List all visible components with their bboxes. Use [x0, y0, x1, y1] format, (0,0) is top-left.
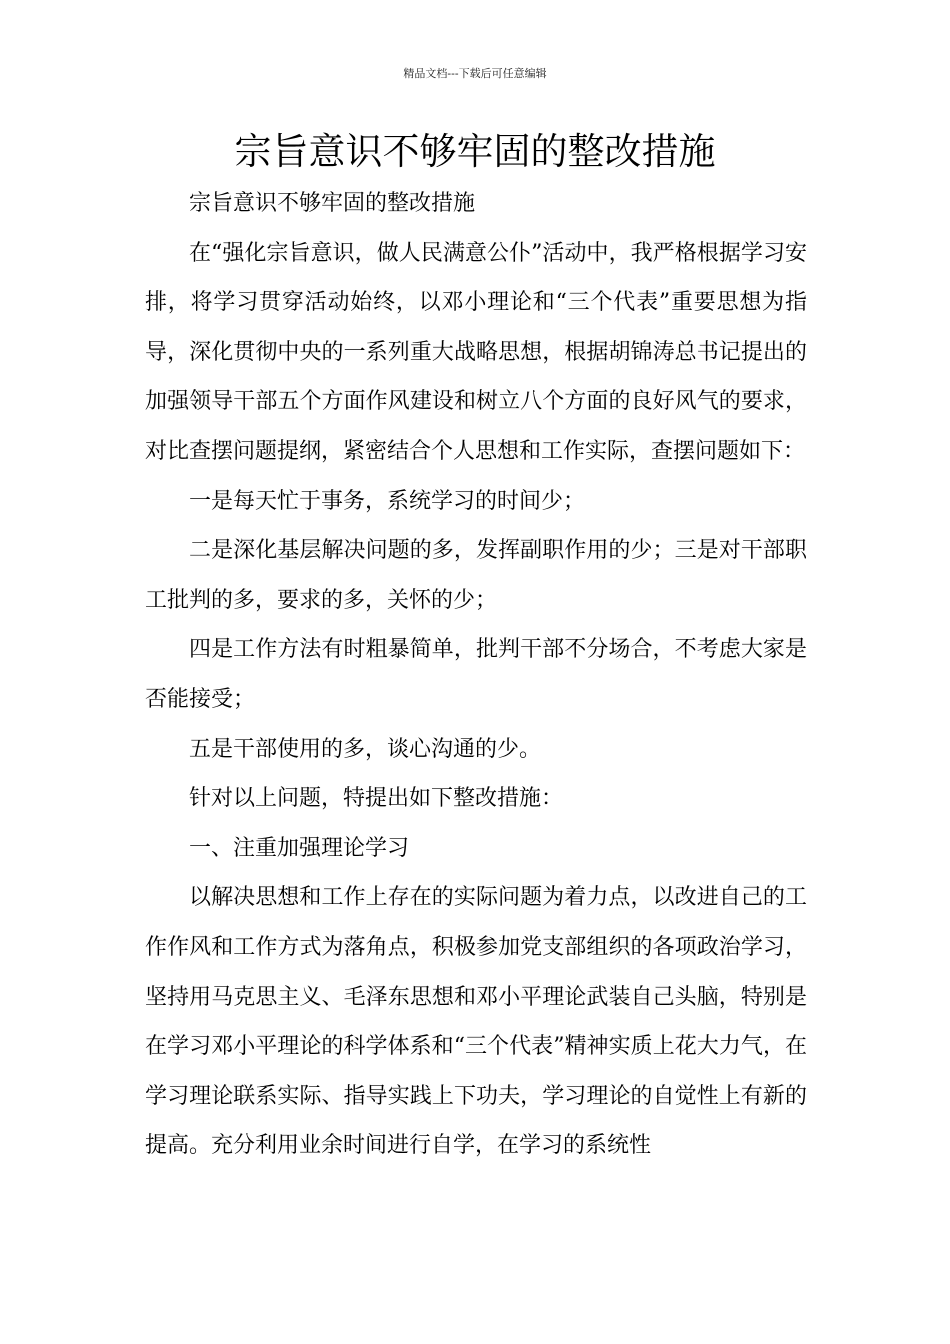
intro-paragraph: 在“强化宗旨意识，做人民满意公仆”活动中，我严格根据学习安排，将学习贯穿活动始终，以邓小理论和“三个代表”重要思想为指导，深化贯彻中央的一系列重大战略思想，根据胡锦涛总书记提出的加强领导干部五个方面作风建设和树立八个方面的良好风气的要求，对比查摆问题提纲，紧密结合个人思想和工作实际，查摆问题如下： [145, 240, 807, 464]
problem-item-4: 四是工作方法有时粗暴简单，批判干部不分场合，不考虑大家是否能接受； [145, 637, 807, 712]
problem-item-2-3: 二是深化基层解决问题的多，发挥副职作用的少；三是对干部职工批判的多，要求的多，关怀的少； [145, 538, 807, 613]
page-header-note: 精品文档---下载后可任意编辑 [403, 67, 547, 80]
document-title: 宗旨意识不够牢固的整改措施 [234, 130, 716, 173]
document-body [145, 179, 807, 1171]
problem-item-5: 五是干部使用的多，谈心沟通的少。 [189, 736, 542, 762]
section-1-paragraph: 以解决思想和工作上存在的实际问题为着力点，以改进自己的工作作风和工作方式为落角点，积极参加党支部组织的各项政治学习，坚持用马克思主义、毛泽东思想和邓小平理论武装自己头脑，特别是在学习邓小平理论的科学体系和“三个代表”精神实质上花大力气，在学习理论联系实际、指导实践上下功夫，学习理论的自觉性上有新的提高。充分利用业余时间进行自学，在学习的系统性 [145, 885, 807, 1159]
section-heading-1: 一、注重加强理论学习 [189, 835, 410, 861]
subtitle-paragraph: 宗旨意识不够牢固的整改措施 [189, 191, 476, 216]
problem-item-1: 一是每天忙于事务，系统学习的时间少； [189, 488, 586, 514]
measures-intro: 针对以上问题，特提出如下整改措施： [189, 786, 564, 812]
